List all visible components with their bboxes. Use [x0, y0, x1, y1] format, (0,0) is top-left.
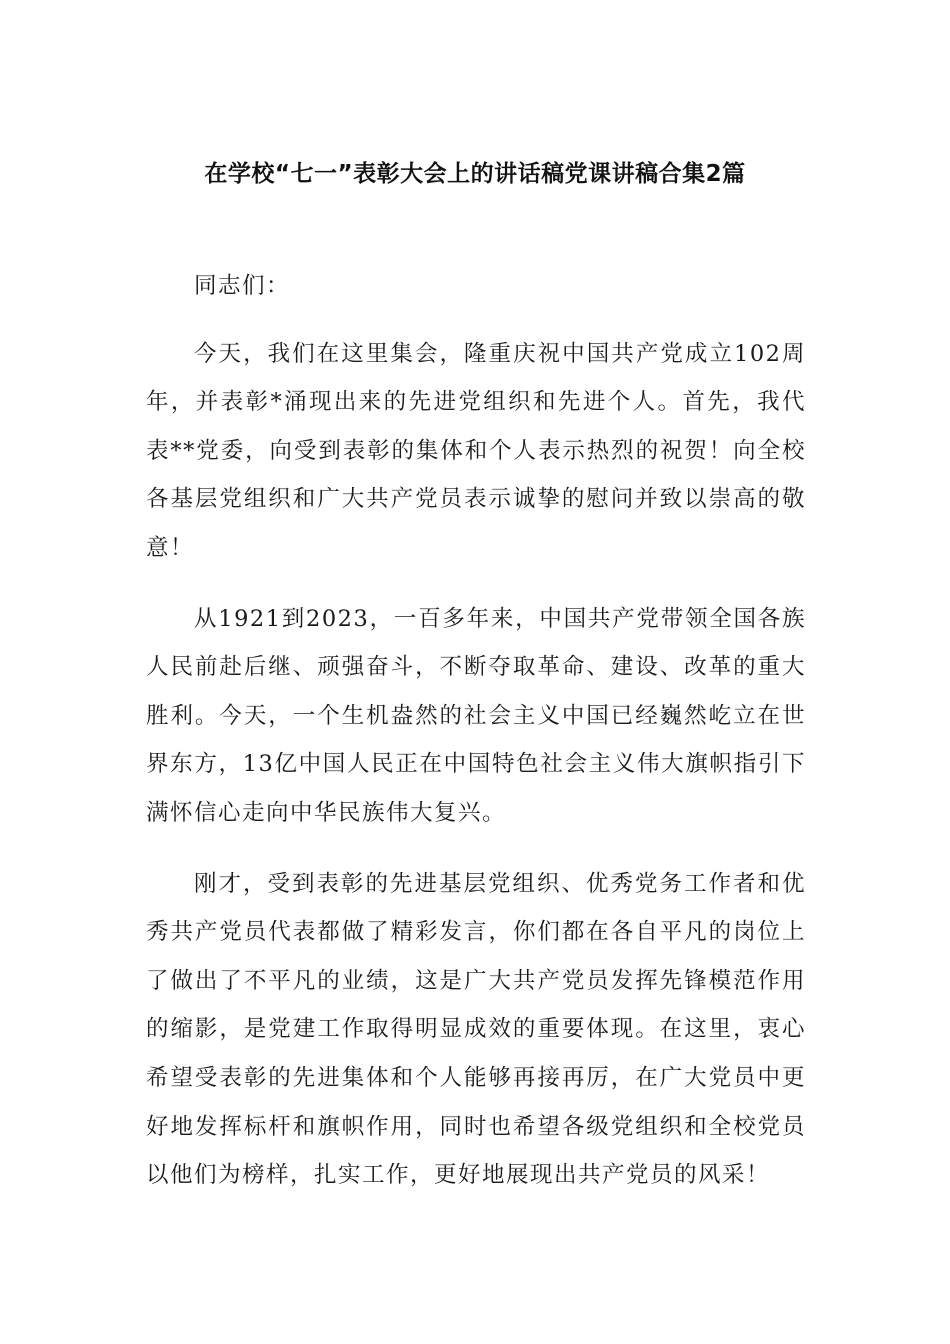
paragraph-2: 从1921到2023，一百多年来，中国共产党带领全国各族人民前赴后继、顽强奋斗，不断夺取革命、建设、改革的重大胜利。今天，一个生机盎然的社会主义中国已经巍然屹立在世界东方，13亿中国人民正在中国特色社会主义伟大旗帜指引下满怀信心走向中华民族伟大复兴。: [146, 605, 806, 826]
paragraph-3: 刚才，受到表彰的先进基层党组织、优秀党务工作者和优秀共产党员代表都做了精彩发言，你们都在各自平凡的岗位上了做出了不平凡的业绩，这是广大共产党员发挥先锋模范作用的缩影，是党建工作取得明显成效的重要体现。在这里，衷心希望受表彰的先进集体和个人能够再接再厉，在广大党员中更好地发挥标杆和旗帜作用，同时也希望各级党组织和全校党员以他们为榜样，扎实工作，更好地展现出共产党员的风采！: [146, 870, 806, 1189]
document-title: 在学校“七一”表彰大会上的讲话稿党课讲稿合集2篇: [204, 161, 746, 187]
document-body: [146, 262, 806, 1222]
paragraph-1: 今天，我们在这里集会，隆重庆祝中国共产党成立102周年，并表彰*涌现出来的先进党组织和先进个人。首先，我代表**党委，向受到表彰的集体和个人表示热烈的祝贺！向全校各基层党组织和广大共产党员表示诚挚的慰问并致以崇高的敬意！: [146, 340, 806, 561]
salutation: 同志们：: [194, 273, 291, 299]
